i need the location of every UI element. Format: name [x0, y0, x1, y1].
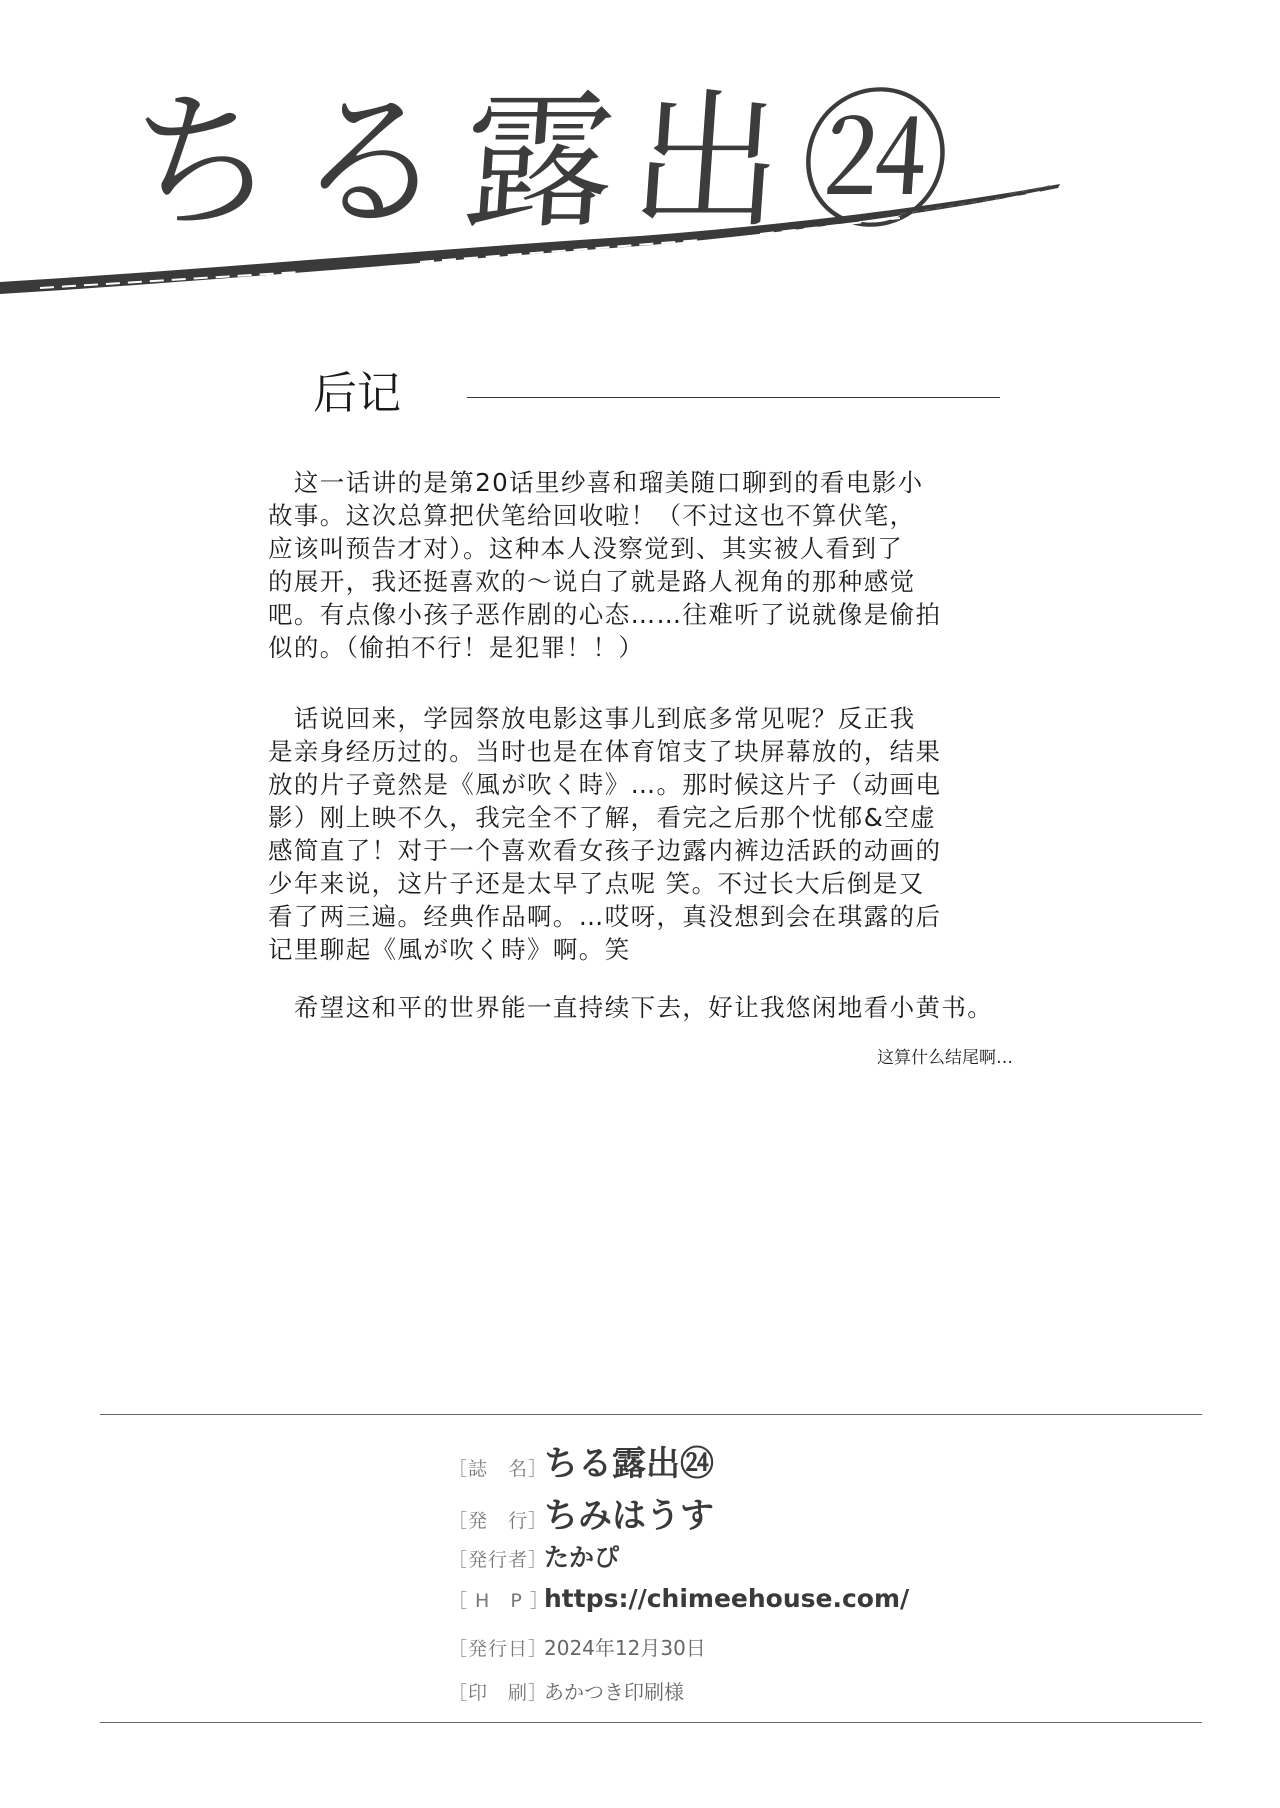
colophon-issuer-row — [448, 1538, 619, 1574]
brush-stroke-divider — [0, 170, 1280, 310]
colophon-label: ［発行日］ — [448, 1638, 549, 1660]
afterword-heading: 后记 — [313, 368, 401, 419]
text-line: 吧。有点像小孩子恶作剧的心态……往难听了说就像是偷拍 — [268, 600, 942, 629]
afterword-aside: 这算什么结尾啊… — [877, 1048, 1013, 1068]
text-line: 感简直了！对于一个喜欢看女孩子边露内裤边活跃的动画的 — [268, 836, 942, 865]
text-line: 希望这和平的世界能一直持续下去，好让我悠闲地看小黄书。 — [268, 993, 994, 1022]
afterword-paragraph-3 — [268, 991, 1028, 1024]
text-line: 是亲身经历过的。当时也是在体育馆支了块屏幕放的，结果 — [268, 737, 942, 766]
colophon-bottom-rule — [100, 1722, 1202, 1723]
colophon-date-row — [448, 1632, 706, 1661]
colophon-label: ［発 行］ — [448, 1510, 549, 1532]
text-line: 记里聊起《風が吹く時》啊。笑 — [268, 935, 631, 964]
colophon-value: あかつき印刷様 — [544, 1680, 684, 1704]
text-line: 应该叫预告才对）。这种本人没察觉到、其实被人看到了 — [268, 534, 904, 563]
colophon-value: ちみはうす — [544, 1496, 714, 1536]
colophon-label: ［発行者］ — [448, 1549, 549, 1571]
colophon-label: ［誌 名］ — [448, 1458, 549, 1480]
colophon-value: たかぴ — [544, 1543, 620, 1572]
text-line: 话说回来，学园祭放电影这事儿到底多常见呢？反正我 — [268, 704, 916, 733]
colophon-label: ［印 刷］ — [448, 1682, 549, 1704]
afterword-paragraph-2 — [268, 702, 1028, 966]
text-line: 的展开，我还挺喜欢的～说白了就是路人视角的那种感觉 — [268, 567, 916, 596]
colophon-top-rule — [100, 1414, 1202, 1415]
afterword-paragraph-1 — [268, 466, 1028, 664]
page-title: ちる露出㉔ — [121, 76, 975, 250]
colophon-value: ちる露出㉔ — [544, 1444, 714, 1484]
colophon-publisher-row — [448, 1488, 714, 1537]
colophon-label: ［ H P ］ — [448, 1590, 550, 1612]
text-line: 故事。这次总算把伏笔给回收啦！（不过这也不算伏笔， — [268, 501, 916, 530]
text-line: 少年来说，这片子还是太早了点呢 笑。不过长大后倒是又 — [268, 869, 925, 898]
colophon-title-row — [448, 1436, 714, 1485]
text-line: 这一话讲的是第20话里纱喜和瑠美随口聊到的看电影小 — [268, 468, 924, 497]
colophon-printer-row — [448, 1676, 684, 1705]
text-line: 似的。（偷拍不行！是犯罪！！） — [268, 633, 645, 662]
heading-rule — [467, 397, 1000, 398]
colophon-value: 2024年12月30日 — [544, 1636, 706, 1660]
colophon-homepage-row — [448, 1584, 909, 1613]
text-line: 看了两三遍。经典作品啊。…哎呀，真没想到会在琪露的后 — [268, 902, 942, 931]
text-line: 影）刚上映不久，我完全不了解，看完之后那个忧郁&空虚 — [268, 803, 937, 832]
homepage-link[interactable]: https://chimeehouse.com/ — [544, 1584, 910, 1613]
text-line: 放的片子竟然是《風が吹く時》…。那时候这片子（动画电 — [268, 770, 942, 799]
